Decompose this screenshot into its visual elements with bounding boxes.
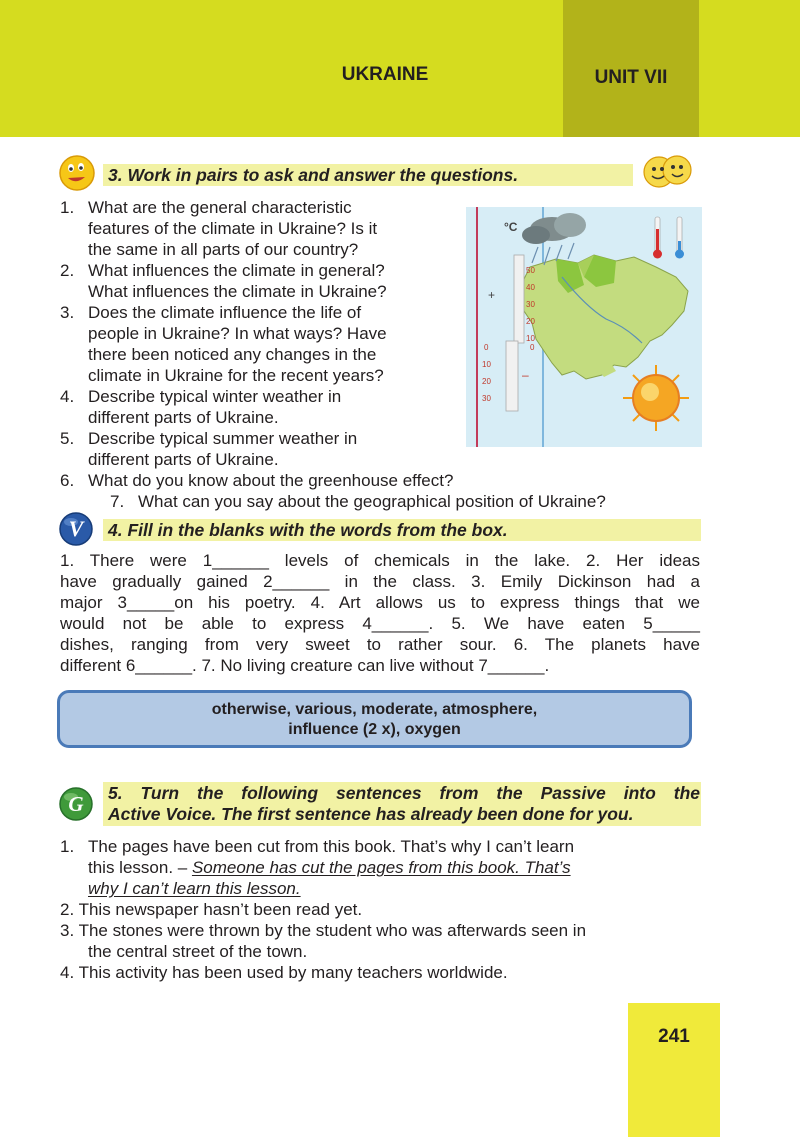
unit-label: UNIT VII	[594, 67, 668, 88]
tick-label: 10	[526, 334, 535, 343]
sentence-text: this lesson. –	[88, 858, 192, 877]
list-item: Does the climate influence the life of	[88, 303, 362, 322]
list-item: there been noticed any changes in the	[88, 345, 377, 364]
unit-tab	[563, 0, 699, 137]
list-item: What can you say about the geographical position of Ukraine?	[138, 492, 606, 511]
chapter-title: UKRAINE	[341, 64, 429, 85]
plus-label: +	[488, 288, 496, 302]
list-item: different parts of Ukraine.	[88, 450, 279, 469]
svg-text:V: V	[68, 516, 84, 541]
tick-label: 20	[526, 317, 535, 326]
list-item: The pages have been cut from this book. That’s why I can’t learn	[88, 837, 575, 856]
tick-label: 30	[526, 300, 535, 309]
list-item: people in Ukraine? In what ways? Have	[88, 324, 387, 343]
list-item: Describe typical winter weather in	[88, 387, 342, 406]
text-line: 1. There were 1______ levels of chemicals in the lake. 2. Her ideas	[60, 551, 700, 570]
tick-label: 50	[526, 266, 535, 275]
list-item: the central street of the town.	[88, 942, 308, 961]
word-box-line-1: otherwise, various, moderate, atmosphere,	[211, 701, 538, 718]
exercise-5-title-line-1: 5. Turn the following sentences from the Passive into the	[108, 783, 700, 803]
list-item: What influences the climate in general?	[88, 261, 385, 280]
tick-label: 30	[482, 394, 491, 403]
minus-label: –	[522, 368, 529, 382]
list-number: 1.	[60, 198, 75, 217]
list-item: 4. This activity has been used by many teachers worldwide.	[60, 963, 508, 982]
text-line: major 3_____on his poetry. 4. Art allows us to express things that we	[60, 593, 700, 612]
grammar-g-icon	[58, 786, 94, 822]
svg-text:G: G	[68, 792, 84, 816]
list-number: 4.	[60, 387, 75, 406]
vocabulary-v-icon	[58, 511, 94, 547]
list-item: 3. The stones were thrown by the student who was afterwards seen in	[60, 921, 587, 940]
list-item	[88, 857, 571, 878]
list-number: 3.	[60, 303, 75, 322]
list-item: the same in all parts of our country?	[88, 240, 359, 259]
text-line: different 6______. 7. No living creature can live without 7______.	[60, 656, 550, 675]
exercise-5-title-line-2: Active Voice. The first sentence has already been done for you.	[108, 804, 634, 824]
page-number-tab	[628, 1003, 720, 1137]
exercise-3-title: 3. Work in pairs to ask and answer the questions.	[108, 165, 519, 185]
climate-illustration	[466, 207, 702, 447]
list-item: What are the general characteristic	[88, 198, 352, 217]
list-number: 1.	[60, 837, 75, 856]
list-item: 2. This newspaper hasn’t been read yet.	[60, 900, 363, 919]
list-item: What influences the climate in Ukraine?	[88, 282, 387, 301]
list-item: features of the climate in Ukraine? Is it	[88, 219, 378, 238]
example-answer: why I can’t learn this lesson.	[88, 879, 301, 898]
smiley-icon	[58, 154, 98, 192]
tick-label: 10	[482, 360, 491, 369]
tick-label: 0	[530, 343, 535, 352]
list-item: Describe typical summer weather in	[88, 429, 358, 448]
text-line: have gradually gained 2______ in the class. 3. Emily Dickinson had a	[60, 572, 700, 591]
page-number: 241	[658, 1026, 690, 1047]
list-item: climate in Ukraine for the recent years?	[88, 366, 384, 385]
list-item: What do you know about the greenhouse effect?	[88, 471, 454, 490]
list-number: 2.	[60, 261, 75, 280]
list-number: 5.	[60, 429, 75, 448]
list-number: 7.	[110, 492, 125, 511]
tick-label: 0	[484, 343, 489, 352]
word-box-line-2: influence (2 x), oxygen	[288, 721, 461, 738]
list-number: 6.	[60, 471, 75, 490]
tick-label: 40	[526, 283, 535, 292]
exercise-4-title: 4. Fill in the blanks with the words from the box.	[108, 520, 508, 540]
example-answer: Someone has cut the pages from this book. That’s	[191, 858, 571, 877]
degree-unit-label: °C	[504, 220, 518, 234]
word-box	[57, 690, 692, 748]
two-smileys-icon	[641, 152, 695, 190]
text-line: would not be able to express 4______. 5. We have eaten 5_____	[60, 614, 700, 633]
text-line: dishes, ranging from very sweet to rather sour. 6. The planets have	[60, 635, 700, 654]
list-item: different parts of Ukraine.	[88, 408, 279, 427]
tick-label: 20	[482, 377, 491, 386]
